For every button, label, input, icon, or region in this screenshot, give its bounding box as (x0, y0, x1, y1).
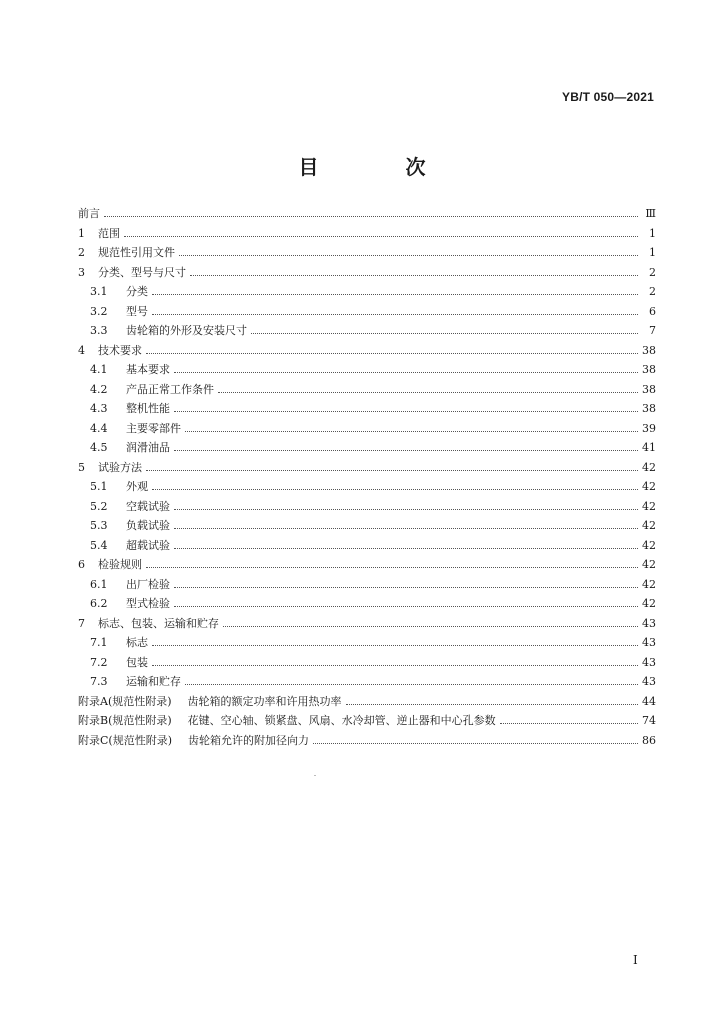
dot-leader (251, 333, 638, 334)
toc-entry[interactable] (78, 498, 656, 518)
toc-entry-page: 42 (642, 538, 656, 552)
toc-entry-title: 齿轮箱的外形及安装尺寸 (126, 324, 247, 337)
toc-entry[interactable] (78, 576, 656, 596)
dot-leader (174, 411, 638, 412)
toc-entry-page: 42 (642, 460, 656, 474)
toc-entry-page: 6 (649, 304, 656, 318)
toc-entry[interactable] (78, 303, 656, 323)
toc-entry[interactable] (78, 225, 656, 245)
toc-entry-page: 42 (642, 499, 656, 513)
toc-entry[interactable] (78, 381, 656, 401)
toc-entry-number: 3.3 (90, 324, 108, 337)
dot-leader (179, 255, 638, 256)
dot-leader (174, 606, 638, 607)
toc-entry-title: 前言 (78, 207, 100, 220)
dot-leader (152, 489, 638, 490)
toc-entry-title: 齿轮箱的额定功率和许用热功率 (187, 694, 342, 708)
dot-leader (500, 723, 638, 724)
toc-entry[interactable] (78, 205, 656, 225)
toc-entry-number: 4.4 (90, 421, 108, 435)
toc-entry-number: 5.3 (90, 519, 108, 532)
toc-entry-page: 43 (642, 636, 656, 649)
page-number: Ⅰ (633, 953, 638, 967)
toc-entry-number: 3.1 (90, 285, 108, 298)
toc-entry-title: 检验规则 (98, 558, 142, 571)
toc-entry[interactable] (78, 244, 656, 264)
toc-entry-number: 6.1 (90, 577, 108, 591)
dot-leader (185, 684, 638, 685)
toc-entry-title: 标志 (126, 636, 148, 649)
dot-leader (152, 665, 638, 666)
toc-entry-title: 整机性能 (126, 402, 170, 415)
toc-entry-title: 型式检验 (126, 597, 170, 610)
toc-entry-title: 标志、包装、运输和贮存 (98, 616, 219, 630)
toc-entry-title: 产品正常工作条件 (126, 382, 214, 396)
toc-entry-page: 39 (642, 421, 656, 435)
toc-entry[interactable] (78, 283, 656, 303)
toc-entry-page: 38 (642, 343, 656, 357)
toc-entry-page: 43 (642, 675, 656, 688)
toc-entry-title: 运输和贮存 (126, 675, 181, 688)
toc-entry-number: 附录A(规范性附录) (78, 694, 172, 708)
dot-leader (152, 645, 638, 646)
toc-entry-page: 42 (642, 558, 656, 571)
toc-entry[interactable] (78, 654, 656, 674)
toc-entry[interactable] (78, 322, 656, 342)
toc-entry-title: 外观 (126, 480, 148, 493)
toc-entry-page: 7 (649, 324, 656, 337)
toc-entry[interactable] (78, 459, 656, 479)
toc-entry-number: 4.5 (90, 441, 108, 454)
toc-entry-number: 5.4 (90, 538, 108, 552)
toc-entry-page: 43 (642, 616, 656, 630)
toc-entry-number: 7.1 (90, 636, 108, 649)
toc-entry-number: 5.1 (90, 480, 108, 493)
toc-entry[interactable] (78, 556, 656, 576)
toc-entry-title: 试验方法 (98, 460, 142, 474)
toc-entry-number: 5.2 (90, 499, 108, 513)
dot-leader (152, 314, 638, 315)
dot-leader (190, 275, 638, 276)
toc-entry-title: 范围 (98, 226, 120, 240)
toc-entry[interactable] (78, 264, 656, 284)
toc-entry[interactable] (78, 615, 656, 635)
toc-entry[interactable] (78, 673, 656, 693)
dot-leader (218, 392, 638, 393)
dot-leader (146, 567, 638, 568)
toc-entry-title: 负载试验 (126, 519, 170, 532)
toc-entry[interactable] (78, 420, 656, 440)
toc-entry-page: 43 (642, 655, 656, 669)
toc-entry-number: 2 (78, 246, 85, 259)
dot-leader (124, 236, 638, 237)
toc-entry-number: 5 (78, 460, 85, 474)
toc-entry-number: 1 (78, 226, 85, 240)
toc-entry[interactable] (78, 517, 656, 537)
toc-entry-number: 4 (78, 343, 85, 357)
toc-entry-page: 38 (642, 382, 656, 396)
dot-leader (346, 704, 638, 705)
toc-entry-title: 出厂检验 (126, 577, 170, 591)
toc-entry[interactable] (78, 537, 656, 557)
toc-entry-title: 基本要求 (126, 363, 170, 376)
toc-entry-title: 超载试验 (126, 538, 170, 552)
dot-leader (174, 372, 638, 373)
toc-entry-page: 42 (642, 577, 656, 591)
toc-entry[interactable] (78, 478, 656, 498)
toc-entry-number: 6.2 (90, 597, 108, 610)
toc-entry[interactable] (78, 342, 656, 362)
toc-entry[interactable] (78, 634, 656, 654)
toc-entry-title: 型号 (126, 304, 148, 318)
toc-entry-page: 44 (642, 694, 656, 708)
dot-leader (223, 626, 638, 627)
toc-entry-page: 1 (649, 246, 656, 259)
toc-entry[interactable] (78, 595, 656, 615)
toc-entry-page: 38 (642, 363, 656, 376)
dot-leader (185, 431, 638, 432)
dot-leader (152, 294, 638, 295)
dot-leader (146, 353, 638, 354)
toc-entry-title: 花键、空心轴、锁紧盘、风扇、水冷却管、逆止器和中心孔参数 (187, 714, 496, 727)
toc-entry-number: 3 (78, 265, 85, 279)
toc-entry-page: 2 (649, 265, 656, 279)
standard-code: YB/T 050—2021 (562, 90, 654, 104)
toc-entry-title: 润滑油品 (126, 441, 170, 454)
toc-entry[interactable] (78, 361, 656, 381)
toc-entry-page: 42 (642, 519, 656, 532)
dot-leader (174, 528, 638, 529)
toc-entry-page: 42 (642, 597, 656, 610)
toc-entry-number: 7.3 (90, 675, 108, 688)
toc-entry-number: 4.2 (90, 382, 108, 396)
toc-entry-number: 4.3 (90, 402, 108, 415)
toc-entry-number: 附录C(规范性附录) (78, 733, 172, 747)
toc-entry-page: 2 (649, 285, 656, 298)
toc-entry[interactable] (78, 732, 656, 752)
toc-entry-title: 空载试验 (126, 499, 170, 513)
toc-entry-title: 规范性引用文件 (98, 246, 175, 259)
table-of-contents (78, 205, 656, 751)
toc-entry-page: 1 (649, 226, 656, 240)
toc-entry-title: 包装 (126, 655, 148, 669)
dot-leader (174, 450, 638, 451)
toc-entry-page: 86 (642, 733, 656, 747)
dot-leader (174, 548, 638, 549)
scan-speck (314, 775, 316, 776)
toc-entry-page: 38 (642, 402, 656, 415)
dot-leader (146, 470, 638, 471)
page-title: 目 次 (298, 155, 466, 179)
toc-entry-page: Ⅲ (645, 207, 656, 220)
toc-entry[interactable] (78, 439, 656, 459)
toc-entry-title: 分类、型号与尺寸 (98, 265, 186, 279)
toc-entry[interactable] (78, 400, 656, 420)
dot-leader (313, 743, 638, 744)
toc-entry[interactable] (78, 712, 656, 732)
toc-entry-number: 4.1 (90, 363, 108, 376)
toc-entry-number: 7.2 (90, 655, 108, 669)
toc-entry-title: 分类 (126, 285, 148, 298)
toc-entry-page: 41 (642, 441, 656, 454)
dot-leader (174, 587, 638, 588)
toc-entry-number: 7 (78, 616, 85, 630)
toc-entry-number: 附录B(规范性附录) (78, 714, 172, 727)
dot-leader (174, 509, 638, 510)
toc-entry-page: 74 (642, 714, 656, 727)
toc-entry[interactable] (78, 693, 656, 713)
toc-entry-page: 42 (642, 480, 656, 493)
toc-entry-number: 6 (78, 558, 85, 571)
dot-leader (104, 216, 638, 217)
toc-entry-title: 主要零部件 (126, 421, 181, 435)
toc-entry-title: 技术要求 (98, 343, 142, 357)
toc-entry-number: 3.2 (90, 304, 108, 318)
toc-entry-title: 齿轮箱允许的附加径向力 (188, 733, 309, 747)
